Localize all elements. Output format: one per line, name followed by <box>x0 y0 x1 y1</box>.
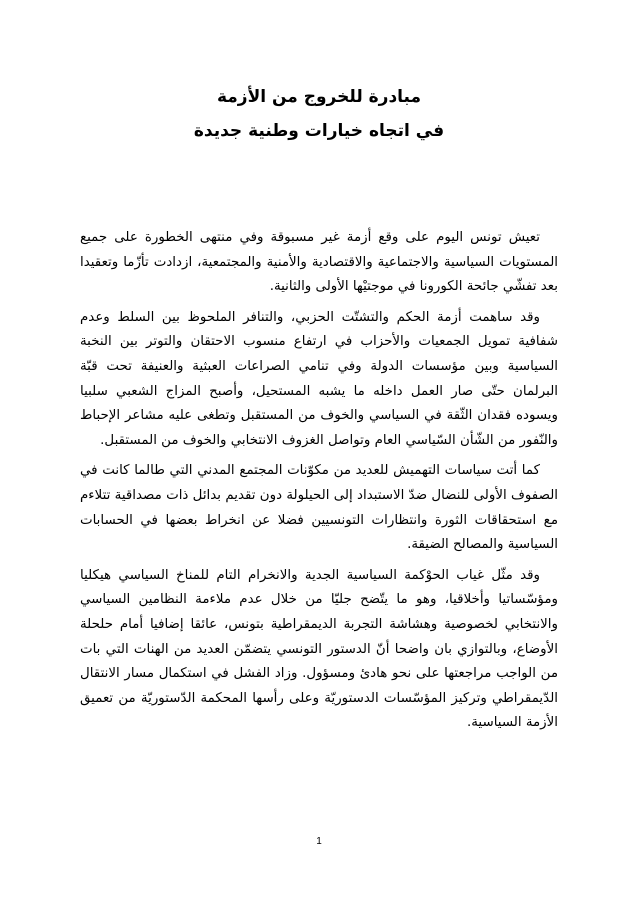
page-number: 1 <box>316 836 322 847</box>
paragraph-1: تعيش تونس اليوم على وقع أزمة غير مسبوقة وفي منتهى الخطورة على جميع المستويات السياسية والاجتماعية والاقتصادية والأمنية والمجتمعية، ازدادت تأزّما وتعقيدا بعد تفشّي جائحة الكورونا في موجتيْها الأولى والثانية. <box>80 230 558 295</box>
paragraph-2: وقد ساهمت أزمة الحكم والتشتّت الحزبي، والتنافر الملحوظ بين السلط وعدم شفافية تمويل الجمعيات والأحزاب في ارتفاع منسوب الاحتقان والتوتر بين النخبة السياسية وبين مؤسسات الدولة وفي تنامي الصراعات العبثية والعنيفة تحت قبّة البرلمان حتّى صار العمل داخله ما يشبه المستحيل، وأصبح المزاج الشعبي سلبيا ويسوده فقدان الثّقة في السياسي والخوف من المستقبل وتطغى عليه مشاعر الإحباط والنّفور من الشّأن السّياسي العام وتواصل الغزوف الانتخابي والخوف من المستقبل. <box>80 309 558 448</box>
title-line-2: في اتجاه خيارات وطنية جديدة <box>193 121 445 141</box>
document-body <box>80 226 558 736</box>
paragraph-4: وقد مثّل غياب الحوْكمة السياسية الجدية والانخرام التام للمناخ السياسي هيكليا ومؤسّساتيا وأخلاقيا، وهو ما يتّضح جليّا من خلال عدم ملاءمة النظامين السياسي والانتخابي لخصوصية وهشاشة التجربة الديمقراطية بتونس، عائقا إضافيا أمام حلحلة الأوضاع، وبالتوازي بان واضحا أنّ الدستور التونسي يتضمّن العديد من الهنات التي بات من الواجب مراجعتها على نحو هادئ ومسؤول. وزاد الفشل في استكمال مسار الانتقال الدّيمقراطي وتركيز المؤسّسات الدستوريّة وعلى رأسها المحكمة الدّستوريّة من تعميق الأزمة السياسية. <box>80 567 558 731</box>
title-line-1: مبادرة للخروج من الأزمة <box>216 87 422 107</box>
paragraph-3: كما أتت سياسات التهميش للعديد من مكوّنات المجتمع المدني التي طالما كانت في الصفوف الأولى للنضال ضدّ الاستبداد إلى الحيلولة دون تقديم بدائل ذات مصداقية تتلاءم مع استحقاقات الثورة وانتظارات التونسيين فضلا عن انخراط بعضها في الحسابات السياسية والمصالح الضيقة. <box>80 463 558 553</box>
document-title <box>80 80 558 148</box>
